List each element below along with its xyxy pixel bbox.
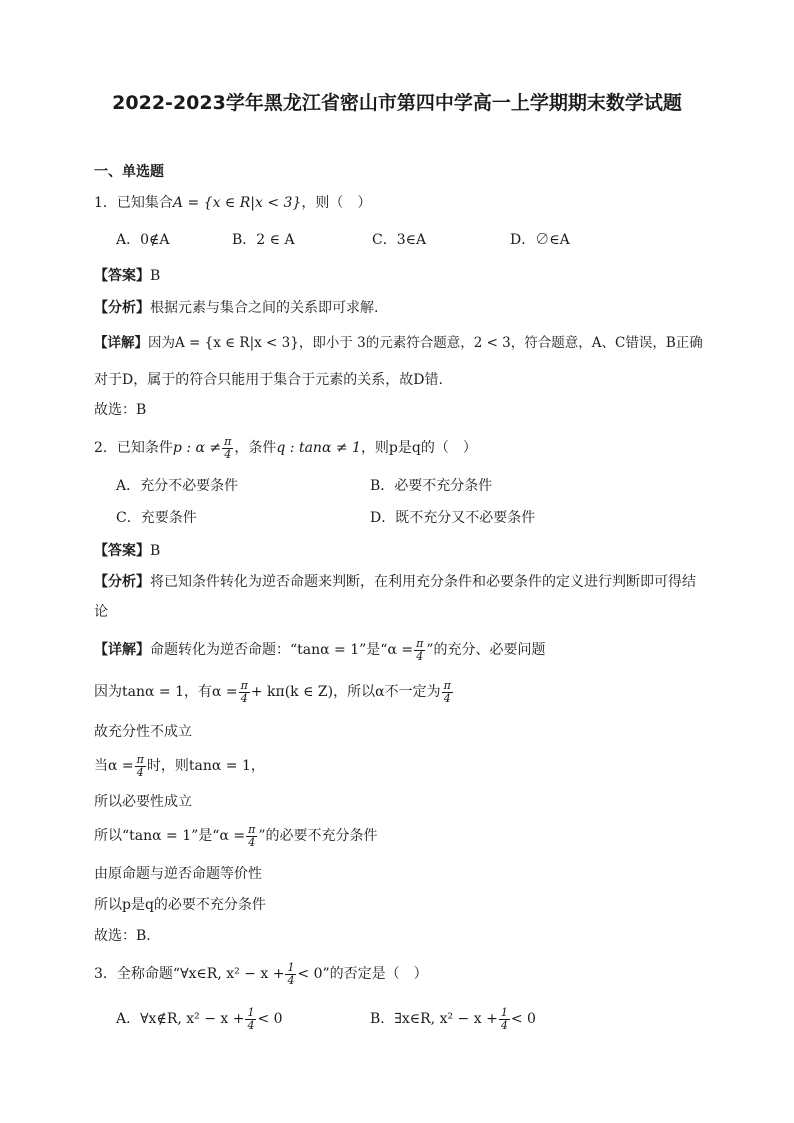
fraction-one-over-4: $\frac{1}{4}$ bbox=[287, 960, 295, 987]
q1-option-a[interactable]: A．0∉A bbox=[116, 232, 170, 248]
fraction-one-over-4: $\frac{1}{4}$ bbox=[500, 1005, 508, 1032]
fraction-pi-over-4: $\frac{\pi}{4}$ bbox=[248, 822, 256, 849]
fraction-pi-over-4: $\frac{\pi}{4}$ bbox=[224, 434, 232, 461]
question-1-options bbox=[116, 230, 716, 250]
q2-detail-line-3: 故充分性不成立 bbox=[94, 724, 192, 740]
q2-option-d[interactable]: D．既不充分又不必要条件 bbox=[370, 510, 536, 526]
q1-detail-line-1: 【详解】因为A = {x ∈ R|x < 3}，即小于 3的元素符合题意，2 < 3，符合题意，A、C错误，B正确 bbox=[94, 335, 703, 351]
q1-analysis: 【分析】根据元素与集合之间的关系即可求解. bbox=[94, 300, 379, 316]
q2-option-c[interactable]: C．充要条件 bbox=[116, 510, 197, 526]
q1-detail-line-2: 对于D，属于的符合只能用于集合于元素的关系，故D错. bbox=[94, 372, 443, 388]
question-3-stem: 3．全称命题“∀x∈R, x² − x + $\frac{1}{4}$ < 0”的否定是（ ） bbox=[94, 960, 428, 987]
q1-option-c[interactable]: C．3∈A bbox=[372, 232, 427, 248]
q2-detail-line-6: 所以“tanα = 1”是“α = $\frac{\pi}{4}$ ”的必要不充分条件 bbox=[94, 822, 378, 849]
q3-option-b[interactable]: B．∃x∈R, x² − x + $\frac{1}{4}$ < 0 bbox=[370, 1005, 536, 1032]
q1-option-b[interactable]: B．2 ∈ A bbox=[232, 232, 295, 248]
q2-choose: 故选：B. bbox=[94, 928, 151, 944]
fraction-pi-over-4: $\frac{\pi}{4}$ bbox=[443, 678, 451, 705]
question-2-options-row-2 bbox=[116, 508, 716, 528]
fraction-pi-over-4: $\frac{\pi}{4}$ bbox=[240, 678, 248, 705]
question-2-options-row-1 bbox=[116, 476, 716, 496]
question-1-stem: 1．已知集合A = {x ∈ R|x < 3}，则（ ） bbox=[94, 195, 372, 211]
q2-analysis-line-2: 论 bbox=[94, 604, 108, 620]
q3-option-a[interactable]: A．∀x∉R, x² − x + $\frac{1}{4}$ < 0 bbox=[116, 1005, 283, 1032]
q2-detail-line-4: 当α = $\frac{\pi}{4}$ 时，则tanα = 1， bbox=[94, 752, 265, 779]
fraction-pi-over-4: $\frac{\pi}{4}$ bbox=[416, 636, 424, 663]
q2-detail-line-8: 所以p是q的必要不充分条件 bbox=[94, 897, 266, 913]
q1-choose: 故选：B bbox=[94, 402, 147, 418]
question-2-stem: 2．已知条件p : α ≠ $\frac{\pi}{4}$ ，条件q : tanα ≠ 1，则p是q的（ ） bbox=[94, 434, 477, 461]
q2-detail-line-2: 因为tanα = 1，有α = $\frac{\pi}{4}$ + kπ(k ∈ Z)，所以α不一定为 $\frac{\pi}{4}$ bbox=[94, 678, 451, 705]
fraction-pi-over-4: $\frac{\pi}{4}$ bbox=[136, 752, 144, 779]
fraction-one-over-4: $\frac{1}{4}$ bbox=[247, 1005, 255, 1032]
q1-answer: 【答案】B bbox=[94, 268, 161, 284]
q1-option-d[interactable]: D．∅∈A bbox=[510, 232, 570, 248]
q2-option-b[interactable]: B．必要不充分条件 bbox=[370, 478, 493, 494]
page-title: 2022-2023学年黑龙江省密山市第四中学高一上学期期末数学试题 bbox=[112, 92, 682, 114]
section-heading: 一、单选题 bbox=[94, 164, 164, 180]
q2-answer: 【答案】B bbox=[94, 543, 161, 559]
question-3-options bbox=[116, 1005, 716, 1035]
q2-detail-line-1: 【详解】命题转化为逆否命题：“tanα = 1”是“α = $\frac{\pi}{4}$ ”的充分、必要问题 bbox=[94, 636, 546, 663]
q2-option-a[interactable]: A．充分不必要条件 bbox=[116, 478, 239, 494]
q2-detail-line-7: 由原命题与逆否命题等价性 bbox=[94, 866, 262, 882]
q2-analysis-line-1: 【分析】将已知条件转化为逆否命题来判断，在利用充分条件和必要条件的定义进行判断即可得结 bbox=[94, 574, 696, 590]
q2-detail-line-5: 所以必要性成立 bbox=[94, 794, 192, 810]
